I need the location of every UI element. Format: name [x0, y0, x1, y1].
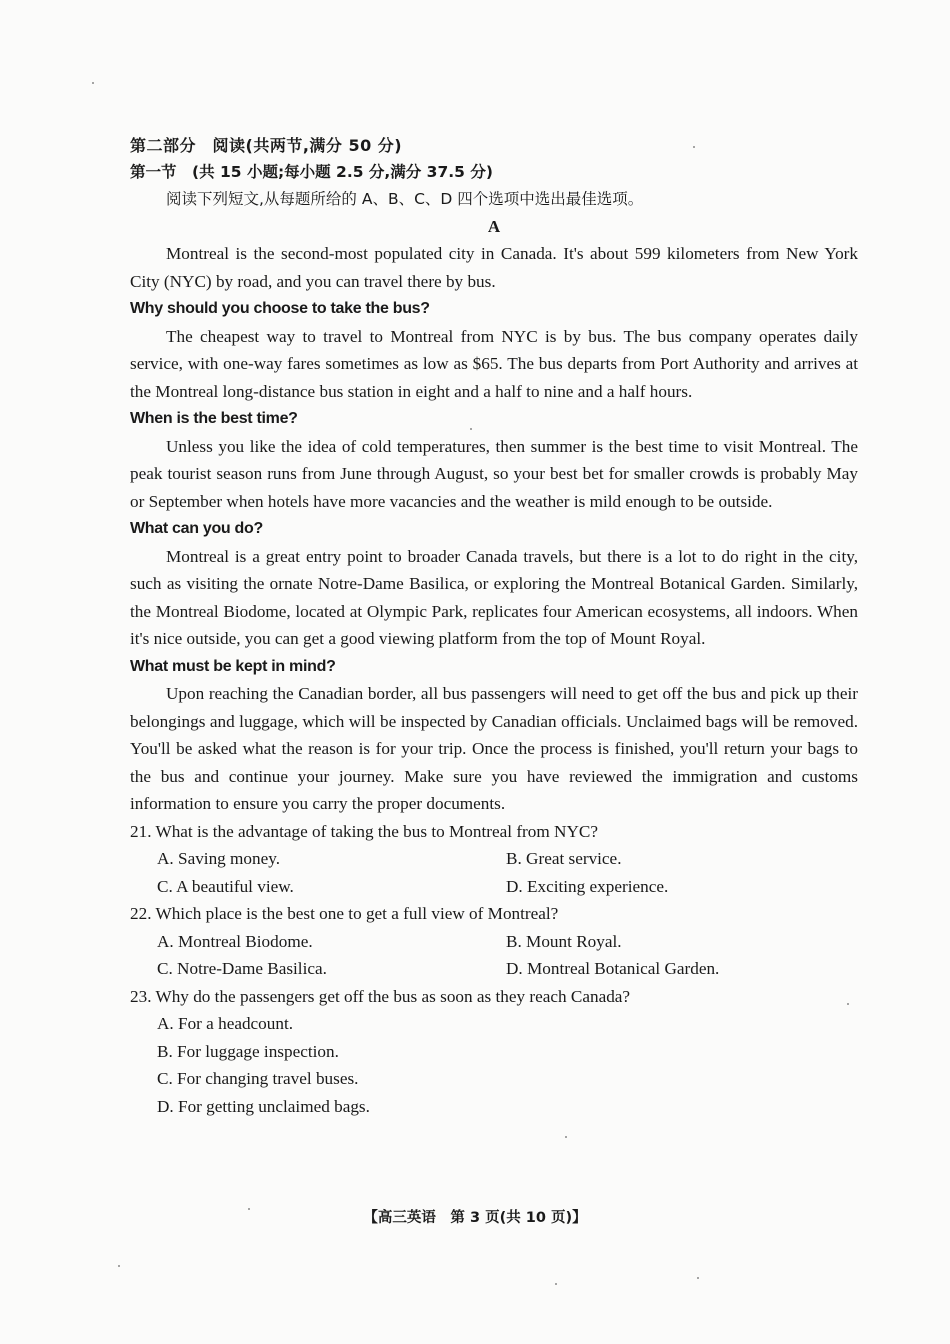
section-body-best-time: Unless you like the idea of cold temperatures, then summer is the best time to visit Montreal. The peak tourist season runs from June through August, so your best bet for smaller crowds is probably May or September when hotels have more vacancies and the weather is mild enough to be outside. [130, 436, 858, 511]
scan-speck [565, 1136, 567, 1138]
question-21-options [130, 845, 858, 900]
part-title: 第二部分 阅读(共两节,满分 50 分) [130, 136, 403, 155]
option-b[interactable]: B. Mount Royal. [506, 931, 622, 951]
scan-speck [118, 1265, 120, 1267]
question-number: 22. [130, 904, 152, 923]
section-title: 第一节 (共 15 小题;每小题 2.5 分,满分 37.5 分) [130, 163, 493, 181]
question-text: Which place is the best one to get a full view of Montreal? [155, 904, 559, 923]
question-23 [130, 983, 858, 1011]
option-c[interactable]: C. Notre-Dame Basilica. [157, 959, 327, 978]
passage-label: A [487, 217, 501, 236]
scan-speck [92, 82, 94, 84]
option-d[interactable]: D. Montreal Botanical Garden. [506, 959, 720, 978]
question-23-options [130, 1010, 858, 1120]
question-21 [130, 818, 858, 846]
scan-speck [248, 1208, 250, 1210]
question-22 [130, 900, 858, 928]
question-number: 23. [130, 986, 152, 1006]
scan-speck [697, 1277, 699, 1279]
passage-intro: Montreal is the second-most populated city in Canada. It's about 599 kilometers from New York City (NYC) by road, and you can travel there by bus. [130, 244, 858, 291]
option-a[interactable]: A. Montreal Biodome. [157, 931, 313, 951]
option-b[interactable]: B. For luggage inspection. [157, 1041, 339, 1061]
option-b[interactable]: B. Great service. [506, 849, 622, 868]
option-a[interactable]: A. For a headcount. [157, 1014, 294, 1033]
page-footer: 【高三英语 第 3 页(共 10 页)】 [363, 1210, 587, 1226]
section-heading-why-bus: Why should you choose to take the bus? [130, 300, 430, 317]
question-number: 21. [130, 821, 152, 841]
section-body-what-to-do: Montreal is a great entry point to broader Canada travels, but there is a lot to do right in the city, such as visiting the ornate Notre-Dame Basilica, or exploring the Montreal Botanical Garden. Similarly, the Montreal Biodome, located at Olympic Park, replicates four American ecosystems, all indoors. When it's nice outside, you can get a good viewing platform from the top of Mount Royal. [130, 546, 858, 648]
scan-speck [847, 1003, 849, 1005]
scan-speck [693, 146, 695, 148]
option-c[interactable]: C. For changing travel buses. [157, 1069, 359, 1088]
section-body-why-bus: The cheapest way to travel to Montreal from NYC is by bus. The bus company operates daily service, with one-way fares sometimes as low as $65. The bus departs from Port Authority and arrives at the Montreal long-distance bus station in eight and a half to nine and a half hours. [130, 326, 858, 401]
section-heading-keep-in-mind: What must be kept in mind? [130, 657, 336, 675]
exam-page [130, 132, 858, 1120]
scan-speck [555, 1283, 557, 1285]
question-text: What is the advantage of taking the bus to Montreal from NYC? [155, 821, 598, 841]
section-heading-best-time: When is the best time? [130, 410, 298, 427]
section-body-keep-in-mind: Upon reaching the Canadian border, all bus passengers will need to get off the bus and pick up their belongings and luggage, which will be inspected by Canadian officials. Unclaimed bags will be removed. You'll be asked what the reason is for your trip. Once the process is finished, you'll return your bags to the bus and continue your journey. Make sure you have reviewed the immigration and customs information to ensure you carry the proper documents. [130, 684, 858, 813]
option-d[interactable]: D. For getting unclaimed bags. [157, 1096, 370, 1116]
option-c[interactable]: C. A beautiful view. [157, 876, 294, 896]
option-a[interactable]: A. Saving money. [157, 849, 281, 868]
instructions: 阅读下列短文,从每题所给的 A、B、C、D 四个选项中选出最佳选项。 [166, 190, 644, 208]
question-22-options [130, 928, 858, 983]
question-text: Why do the passengers get off the bus as soon as they reach Canada? [155, 986, 631, 1006]
scan-speck [470, 428, 472, 430]
option-d[interactable]: D. Exciting experience. [506, 876, 669, 896]
section-heading-what-to-do: What can you do? [130, 520, 263, 537]
